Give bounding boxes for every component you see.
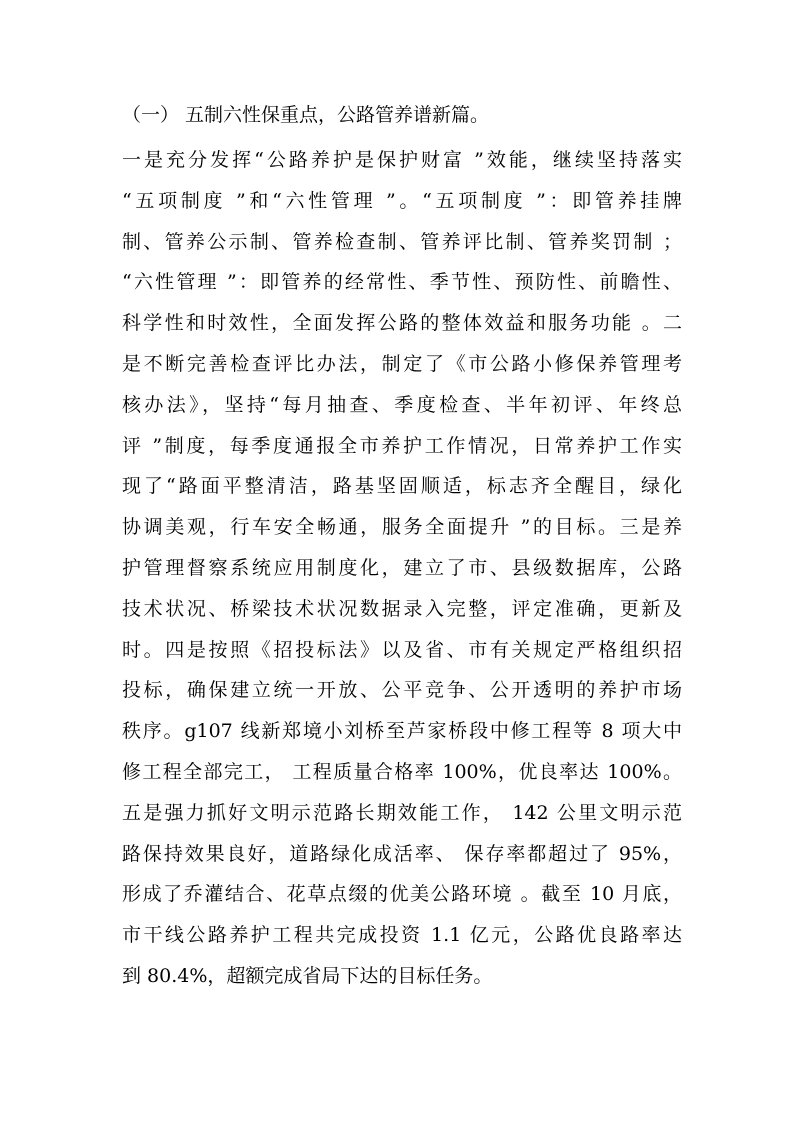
paragraph-line: 修工程全部完工， 工程质量合格率 100%，优良率达 100%。 bbox=[122, 760, 682, 783]
paragraph-line: 核办法》，坚持“每月抽查、季度检查、半年初评、年终总 bbox=[122, 393, 682, 416]
paragraph-line: 路保持效果良好，道路绿化成活率、 保存率都超过了 95%， bbox=[122, 842, 682, 865]
paragraph-line: 形成了乔灌结合、花草点缀的优美公路环境 。截至 10 月底， bbox=[122, 883, 682, 906]
paragraph-line: 科学性和时效性，全面发挥公路的整体效益和服务功能 。二 bbox=[122, 312, 682, 335]
paragraph-line: 现了“路面平整清洁，路基坚固顺适，标志齐全醒目，绿化 bbox=[122, 475, 682, 498]
paragraph-line: 制、管养公示制、管养检查制、管养评比制、管养奖罚制 ； bbox=[122, 230, 682, 253]
paragraph-line: “五项制度 ”和“六性管理 ”。“五项制度 ”：即管养挂牌 bbox=[122, 189, 682, 212]
paragraph-line: 一是充分发挥“公路养护是保护财富 ”效能，继续坚持落实 bbox=[122, 149, 682, 171]
paragraph-line: 协调美观，行车安全畅通，服务全面提升 ”的目标。三是养 bbox=[122, 516, 682, 539]
paragraph-line: 评 ”制度，每季度通报全市养护工作情况，日常养护工作实 bbox=[122, 434, 682, 457]
paragraph-line: 市干线公路养护工程共完成投资 1.1 亿元，公路优良路率达 bbox=[122, 924, 682, 947]
paragraph-line: 技术状况、桥梁技术状况数据录入完整，评定准确，更新及 bbox=[122, 597, 682, 620]
paragraph-line: 投标，确保建立统一开放、公平竞争、公开透明的养护市场 bbox=[122, 679, 682, 702]
paragraph-line: “六性管理 ”：即管养的经常性、季节性、预防性、前瞻性、 bbox=[122, 271, 682, 294]
paragraph-line: 是不断完善检查评比办法，制定了《市公路小修保养管理考 bbox=[122, 352, 682, 375]
paragraph-line: 护管理督察系统应用制度化，建立了市、县级数据库，公路 bbox=[122, 556, 682, 579]
paragraph-line: 秩序。g107 线新郑境小刘桥至芦家桥段中修工程等 8 项大中 bbox=[122, 720, 682, 743]
paragraph-line: 到 80.4%，超额完成省局下达的目标任务。 bbox=[122, 964, 493, 987]
paragraph-line: 五是强力抓好文明示范路长期效能工作， 142 公里文明示范 bbox=[122, 801, 682, 824]
body-paragraph bbox=[122, 140, 682, 997]
paragraph-line: 时。四是按照《招投标法》以及省、市有关规定严格组织招 bbox=[122, 638, 682, 661]
section-heading: （一） 五制六性保重点，公路管养谱新篇。 bbox=[122, 104, 490, 126]
